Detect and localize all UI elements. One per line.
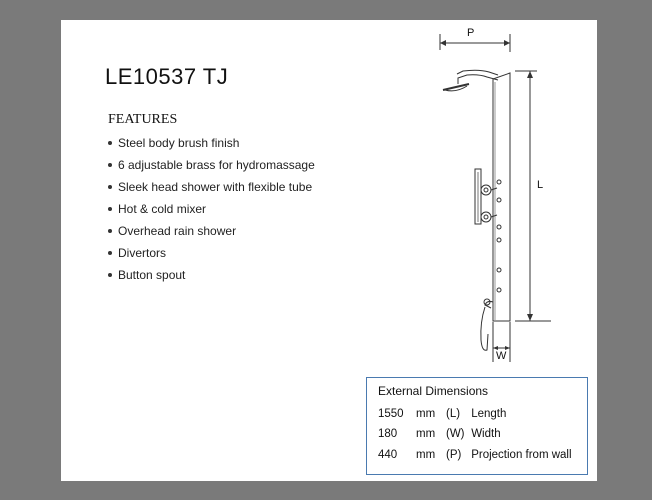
bullet-icon (108, 251, 112, 255)
label-l: L (537, 179, 544, 191)
jet-6 (497, 288, 501, 292)
dimension-row: 1550 mm (L) Length (378, 408, 507, 420)
bullet-icon (108, 185, 112, 189)
feature-item: Overhead rain shower (108, 222, 315, 244)
feature-item: Steel body brush finish (108, 134, 315, 156)
label-w: W (496, 350, 507, 362)
jet-5 (497, 268, 501, 272)
p-arrow-right (504, 40, 510, 46)
dimension-row: 440 mm (P) Projection from wall (378, 449, 572, 461)
jet-2 (497, 198, 501, 202)
feature-item: Button spout (108, 266, 315, 288)
knob-stem-upper (491, 188, 497, 190)
feature-item: 6 adjustable brass for hydromassage (108, 156, 315, 178)
feature-item: Hot & cold mixer (108, 200, 315, 222)
bullet-icon (108, 141, 112, 145)
flexible-hose (481, 307, 488, 350)
mixer-knob-upper-center (484, 188, 488, 192)
features-list (108, 134, 315, 288)
dimension-row: 180 mm (W) Width (378, 428, 501, 440)
l-arrow-bottom (527, 314, 533, 321)
l-arrow-top (527, 71, 533, 78)
shower-arm-top (457, 70, 498, 75)
bullet-icon (108, 273, 112, 277)
panel-body (493, 73, 510, 321)
features-heading: FEATURES (108, 112, 178, 127)
bullet-icon (108, 163, 112, 167)
mixer-knob-upper (481, 185, 491, 195)
mixer-knob-lower (481, 212, 491, 222)
feature-item: Divertors (108, 244, 315, 266)
shower-panel-diagram (435, 22, 595, 367)
jet-1 (497, 180, 501, 184)
jet-3 (497, 225, 501, 229)
jet-4 (497, 238, 501, 242)
feature-item: Sleek head shower with flexible tube (108, 178, 315, 200)
shower-arm (458, 75, 498, 84)
mixer-knob-lower-center (484, 215, 488, 219)
product-code-title: LE10537 TJ (105, 64, 229, 89)
spec-sheet (61, 20, 597, 481)
p-arrow-left (440, 40, 446, 46)
external-dimensions-box (366, 377, 588, 475)
bullet-icon (108, 229, 112, 233)
bullet-icon (108, 207, 112, 211)
knob-stem-lower (491, 215, 497, 217)
dimensions-heading: External Dimensions (378, 384, 489, 398)
label-p: P (467, 27, 475, 39)
